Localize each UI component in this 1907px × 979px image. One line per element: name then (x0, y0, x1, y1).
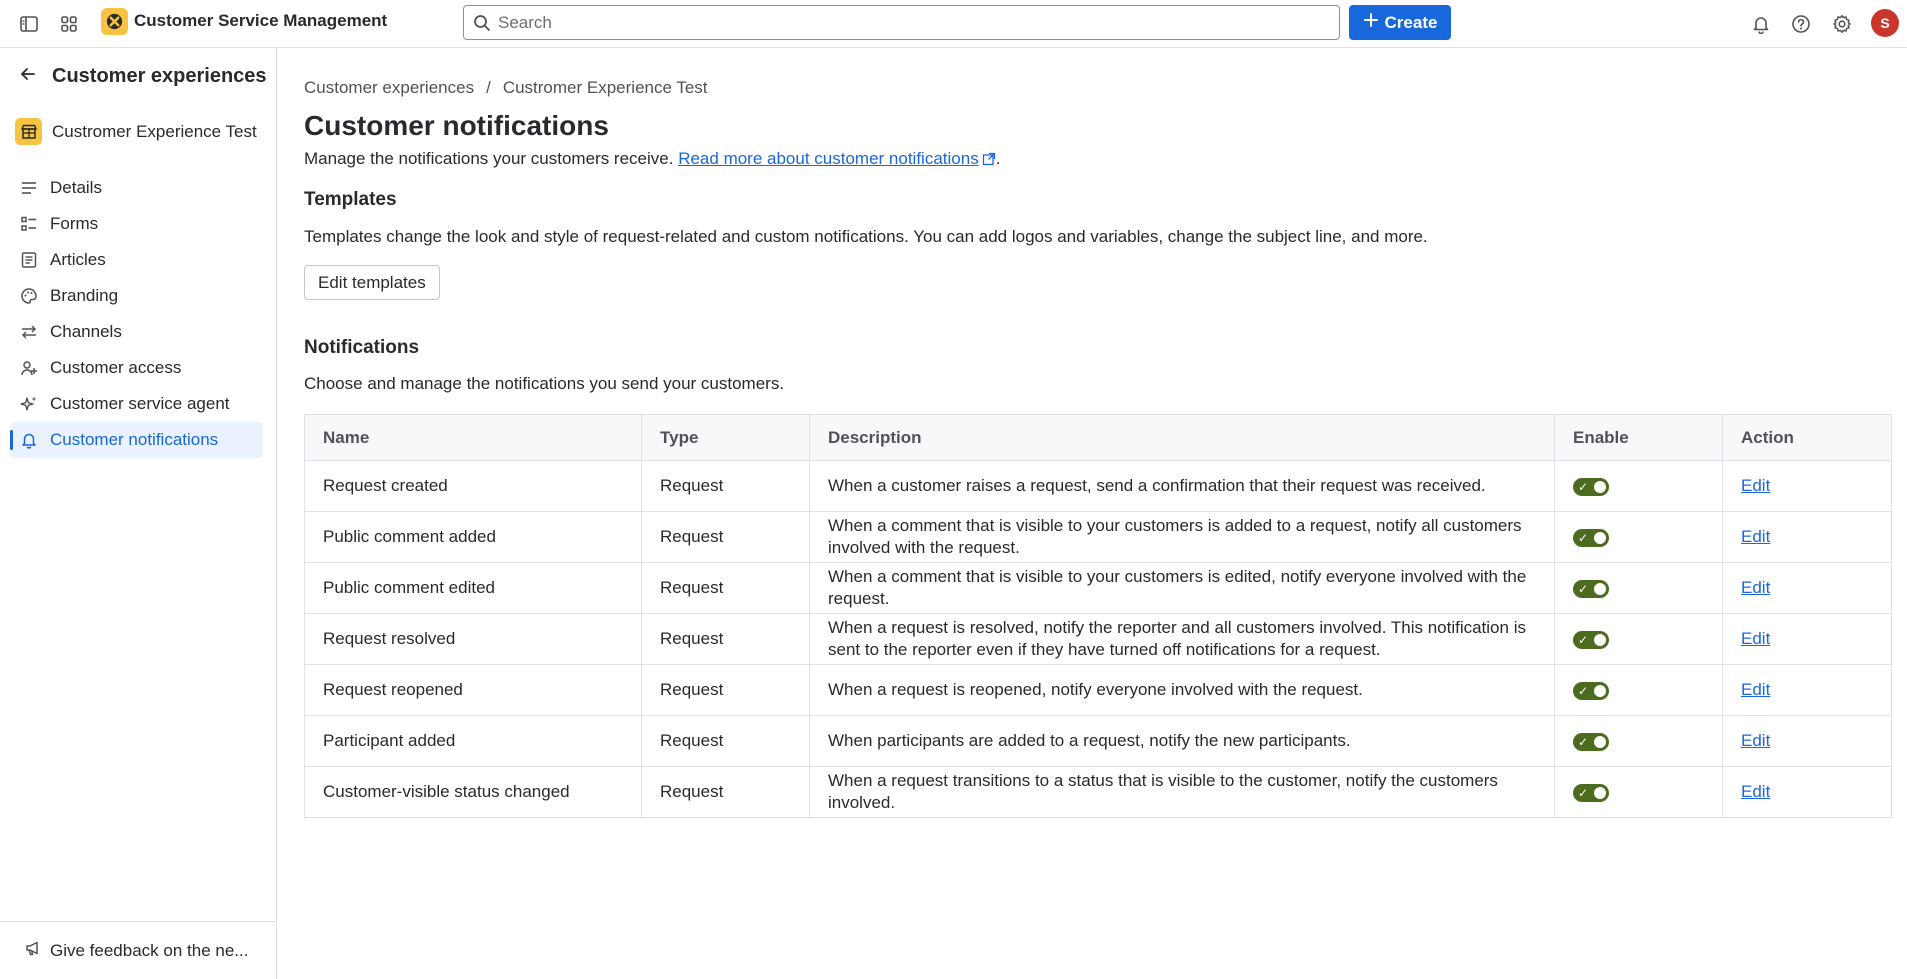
check-icon: ✓ (1578, 632, 1589, 647)
app-title[interactable]: Customer Service Management (134, 11, 388, 30)
table-row (305, 716, 1892, 767)
channels-icon (20, 323, 38, 341)
sidebar-title: Customer experiences (52, 65, 267, 87)
back-to-customer-experiences[interactable] (18, 64, 267, 89)
edit-link[interactable]: Edit (1741, 578, 1771, 597)
sidebar-item-label: Customer service agent (50, 394, 230, 413)
enable-toggle[interactable] (1573, 631, 1609, 649)
sidebar-item-branding[interactable] (10, 278, 263, 314)
column-header-description: Description (810, 415, 1555, 461)
feedback-label: Give feedback on the ne... (50, 940, 249, 960)
sidebar-item-customer-service-agent[interactable] (10, 386, 263, 422)
bell-icon (20, 431, 38, 449)
toggle-knob (1594, 532, 1606, 544)
settings-gear-icon[interactable] (1829, 11, 1855, 37)
notification-name: Public comment edited (305, 563, 642, 614)
notification-type: Request (642, 767, 810, 818)
sidebar-toggle-icon[interactable] (16, 11, 42, 37)
toggle-knob (1594, 736, 1606, 748)
action-cell (1723, 767, 1892, 818)
sidebar-item-label: Articles (50, 250, 106, 269)
notifications-heading: Notifications (304, 337, 420, 358)
enable-cell (1555, 563, 1723, 614)
enable-cell (1555, 665, 1723, 716)
check-icon: ✓ (1578, 785, 1589, 800)
notification-type: Request (642, 461, 810, 512)
toggle-knob (1594, 787, 1606, 799)
breadcrumb-separator: / (486, 78, 491, 97)
megaphone-icon (24, 939, 42, 962)
help-icon[interactable] (1788, 11, 1814, 37)
templates-description: Templates change the look and style of request-related and custom notifications. You can add logos and variables, change the subject line, and more. (304, 227, 1428, 246)
enable-toggle[interactable] (1573, 733, 1609, 751)
storefront-icon (15, 118, 42, 145)
sidebar-item-label: Details (50, 178, 102, 197)
sidebar-item-label: Customer notifications (50, 430, 219, 449)
read-more-link[interactable] (678, 149, 979, 168)
toggle-knob (1594, 685, 1606, 697)
user-avatar[interactable]: S (1871, 9, 1899, 37)
check-icon: ✓ (1578, 734, 1589, 749)
notification-description: When a request is reopened, notify everyone involved with the request. (810, 665, 1555, 716)
enable-cell (1555, 461, 1723, 512)
search-box[interactable] (463, 5, 1340, 40)
table-row (305, 767, 1892, 818)
enable-cell (1555, 716, 1723, 767)
project-switcher[interactable] (15, 118, 257, 145)
forms-icon (20, 215, 38, 233)
notification-description: When a customer raises a request, send a confirmation that their request was received. (810, 461, 1555, 512)
enable-toggle[interactable] (1573, 529, 1609, 547)
notification-type: Request (642, 614, 810, 665)
notification-description: When a comment that is visible to your customers is edited, notify everyone involved with the request. (810, 563, 1555, 614)
page-title: Customer notifications (304, 110, 609, 141)
sidebar-item-forms[interactable] (10, 206, 263, 242)
app-switcher-icon[interactable] (56, 11, 82, 37)
notification-type: Request (642, 665, 810, 716)
enable-toggle[interactable] (1573, 682, 1609, 700)
enable-cell (1555, 614, 1723, 665)
edit-templates-button[interactable]: Edit templates (304, 265, 440, 300)
sidebar (0, 48, 277, 979)
enable-toggle[interactable] (1573, 580, 1609, 598)
plus-icon (1363, 12, 1379, 33)
notification-name: Request resolved (305, 614, 642, 665)
check-icon: ✓ (1578, 479, 1589, 494)
notification-description: When participants are added to a request, notify the new participants. (810, 716, 1555, 767)
table-row (305, 512, 1892, 563)
enable-cell (1555, 512, 1723, 563)
project-name: Custromer Experience Test (52, 121, 257, 141)
details-icon (20, 179, 38, 197)
top-navigation-bar (0, 0, 1907, 48)
edit-link[interactable]: Edit (1741, 629, 1771, 648)
sidebar-item-label: Branding (50, 286, 119, 305)
enable-toggle[interactable] (1573, 478, 1609, 496)
notification-name: Customer-visible status changed (305, 767, 642, 818)
sidebar-item-channels[interactable] (10, 314, 263, 350)
sidebar-item-customer-access[interactable] (10, 350, 263, 386)
toggle-knob (1594, 481, 1606, 493)
notifications-table (304, 414, 1892, 818)
search-input[interactable] (464, 6, 1339, 39)
toggle-knob (1594, 634, 1606, 646)
notifications-description: Choose and manage the notifications you send your customers. (304, 374, 785, 393)
breadcrumb-item-project[interactable]: Custromer Experience Test (502, 78, 708, 97)
notification-type: Request (642, 512, 810, 563)
table-row (305, 665, 1892, 716)
page-description-end: . (995, 149, 1001, 168)
toggle-knob (1594, 583, 1606, 595)
notification-description: When a comment that is visible to your customers is added to a request, notify all customers involved with the request. (810, 512, 1555, 563)
check-icon: ✓ (1578, 530, 1589, 545)
edit-link[interactable]: Edit (1741, 680, 1771, 699)
action-cell (1723, 461, 1892, 512)
column-header-name: Name (305, 415, 642, 461)
check-icon: ✓ (1578, 581, 1589, 596)
notification-type: Request (642, 563, 810, 614)
person-add-icon (20, 359, 38, 377)
sparkle-icon (20, 395, 38, 413)
sidebar-item-details[interactable] (10, 170, 263, 206)
search-icon (473, 14, 491, 37)
breadcrumb (304, 78, 708, 98)
column-header-action: Action (1723, 415, 1892, 461)
table-row (305, 461, 1892, 512)
create-button[interactable] (1349, 5, 1451, 40)
notification-description: When a request transitions to a status that is visible to the customer, notify the customers involved. (810, 767, 1555, 818)
templates-heading: Templates (304, 189, 397, 210)
external-link-icon (982, 151, 996, 171)
notification-name: Request reopened (305, 665, 642, 716)
sidebar-item-label: Customer access (50, 358, 182, 377)
enable-cell (1555, 767, 1723, 818)
edit-link[interactable]: Edit (1741, 782, 1771, 801)
action-cell (1723, 614, 1892, 665)
column-header-enable: Enable (1555, 415, 1723, 461)
edit-link[interactable]: Edit (1741, 476, 1771, 495)
action-cell (1723, 512, 1892, 563)
breadcrumb-item-customer-experiences[interactable]: Customer experiences (304, 78, 475, 97)
sidebar-nav (10, 170, 263, 458)
check-icon: ✓ (1578, 683, 1589, 698)
edit-link[interactable]: Edit (1741, 527, 1771, 546)
action-cell (1723, 665, 1892, 716)
table-header-row (305, 415, 1892, 461)
page-description-text: Manage the notifications your customers receive. (304, 149, 674, 168)
enable-toggle[interactable] (1573, 784, 1609, 802)
give-feedback-button[interactable] (0, 921, 276, 979)
table-row (305, 563, 1892, 614)
sidebar-item-articles[interactable] (10, 242, 263, 278)
column-header-type: Type (642, 415, 810, 461)
action-cell (1723, 563, 1892, 614)
app-logo-icon[interactable] (101, 8, 128, 35)
action-cell (1723, 716, 1892, 767)
notification-type: Request (642, 716, 810, 767)
notification-name: Public comment added (305, 512, 642, 563)
arrow-left-icon[interactable] (18, 64, 38, 89)
notification-description: When a request is resolved, notify the reporter and all customers involved. This notification is sent to the reporter even if they have turned off notifications for a request. (810, 614, 1555, 665)
edit-link[interactable]: Edit (1741, 731, 1771, 750)
create-button-label: Create (1384, 12, 1438, 32)
read-more-link-label: Read more about customer notifications (678, 149, 979, 168)
table-row (305, 614, 1892, 665)
notification-name: Participant added (305, 716, 642, 767)
notifications-bell-icon[interactable] (1748, 11, 1774, 37)
articles-icon (20, 251, 38, 269)
sidebar-item-customer-notifications[interactable] (10, 422, 263, 458)
palette-icon (20, 287, 38, 305)
sidebar-item-label: Forms (50, 214, 99, 233)
page-description (304, 149, 1000, 171)
notification-name: Request created (305, 461, 642, 512)
sidebar-item-label: Channels (50, 322, 122, 341)
